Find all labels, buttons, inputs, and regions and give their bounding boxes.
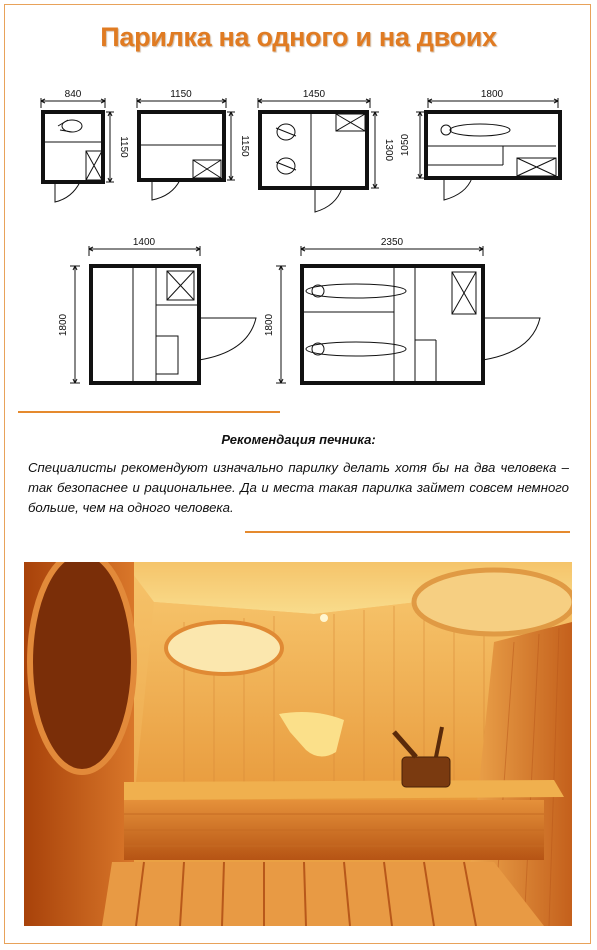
plan-4 — [416, 98, 560, 200]
plan-2-width: 1150 — [170, 89, 192, 100]
plan-3 — [258, 98, 379, 212]
plan-6-width: 2350 — [380, 237, 404, 248]
plan-5 — [70, 246, 256, 383]
plan-2 — [137, 98, 235, 200]
plan-1-height: 1150 — [118, 136, 129, 158]
plan-1-width: 840 — [64, 89, 82, 100]
plan-4-height: 1050 — [400, 133, 411, 157]
divider-bottom — [245, 531, 570, 533]
page-title: Парилка на одного и на двоих — [100, 22, 497, 52]
recommendation-heading: Рекомендация печника: — [221, 432, 376, 447]
plan-5-height: 1800 — [58, 313, 69, 337]
plan-1 — [41, 98, 114, 202]
sauna-photo — [24, 562, 572, 926]
plan-5-width: 1400 — [132, 237, 156, 248]
plan-2-height: 1150 — [239, 135, 250, 157]
plan-3-width: 1450 — [302, 89, 326, 100]
floor-plans-illustration — [0, 80, 597, 390]
plan-6-height: 1800 — [264, 313, 275, 337]
plan-6 — [276, 246, 540, 383]
divider-top — [18, 411, 280, 413]
recommendation-text: Специалисты рекомендуют изначально парилку делать хотя бы на два человека – так безопаснее и рациональнее. Да и места такая парилка займет совсем немного больше, чем на одного человека. — [28, 460, 569, 515]
plan-3-height: 1300 — [383, 138, 394, 162]
plan-4-width: 1800 — [480, 89, 504, 100]
